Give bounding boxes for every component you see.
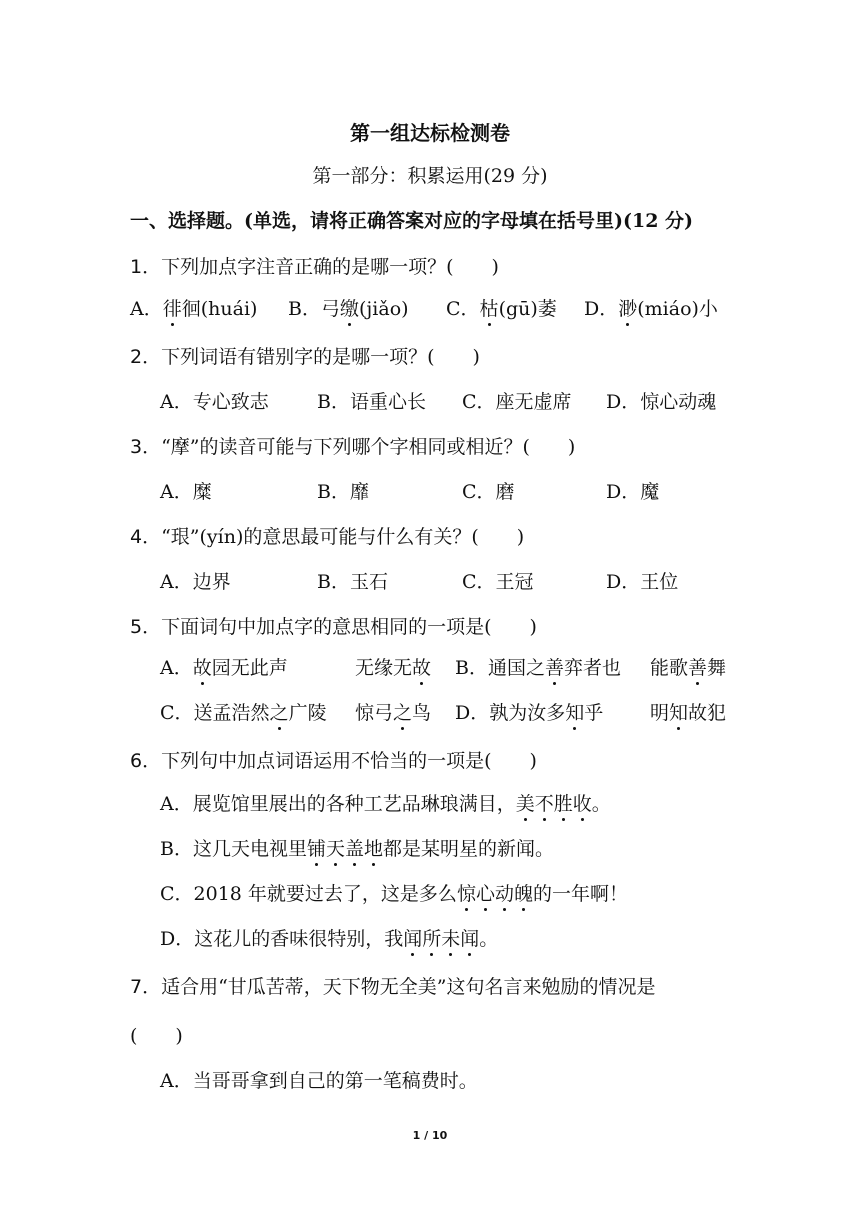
q5-option-c-second: 惊弓之鸟: [355, 698, 431, 725]
q4-option-b: B．玉石: [317, 571, 388, 593]
q5-option-d-second: 明知故犯: [650, 698, 726, 725]
q2-option-b: B．语重心长: [317, 391, 426, 413]
q5-option-a-second: 无缘无故: [355, 653, 431, 680]
q5-option-b-first: B．通国之善弈者也: [455, 653, 621, 680]
q5-option-d-first: D．孰为汝多知乎: [455, 698, 603, 725]
q4-option-c: C．王冠: [462, 571, 534, 593]
section-heading: 一、选择题。(单选，请将正确答案对应的字母填在括号里)(12 分): [130, 210, 694, 232]
q4-option-d: D．王位: [606, 571, 679, 593]
q1-option-b: B．弓缴(jiǎo): [288, 294, 409, 321]
q1-option-d: D．渺(miáo)小: [584, 294, 718, 321]
question-2: 2．下列词语有错别字的是哪一项？( ): [130, 346, 480, 368]
q3-option-a: A．糜: [160, 481, 212, 503]
q2-option-c: C．座无虚席: [462, 391, 572, 413]
question-4: 4．“珢”(yín)的意思最可能与什么有关？( ): [130, 526, 525, 548]
q1-option-a: A．徘徊(huái): [130, 294, 257, 321]
question-7: 7．适合用“甘瓜苦蒂，天下物无全美”这句名言来勉励的情况是: [130, 976, 656, 998]
q6-option-b: B．这几天电视里铺天盖地都是某明星的新闻。: [160, 834, 554, 861]
page-number: 1 / 10: [412, 1129, 448, 1142]
question-6: 6．下列句中加点词语运用不恰当的一项是( ): [130, 750, 537, 772]
question-text: 下列加点字注音正确的是哪一项？( ): [161, 256, 499, 278]
q2-option-a: A．专心致志: [160, 391, 269, 413]
q3-option-d: D．魔: [606, 481, 660, 503]
q7-option-a: A．当哥哥拿到自己的第一笔稿费时。: [160, 1070, 478, 1092]
q1-option-c: C．枯(gū)萎: [446, 294, 557, 321]
q2-option-d: D．惊心动魂: [606, 391, 717, 413]
q5-option-c-first: C．送孟浩然之广陵: [160, 698, 327, 725]
question-3: 3．“摩”的读音可能与下列哪个字相同或相近？( ): [130, 436, 576, 458]
q5-option-b-second: 能歌善舞: [650, 653, 726, 680]
part-subtitle: 第一部分：积累运用(29 分): [312, 165, 548, 187]
question-number: 1．: [130, 256, 162, 278]
question-1: [130, 252, 499, 279]
q5-option-a-first: A．故园无此声: [160, 653, 288, 680]
q6-option-d: D．这花儿的香味很特别，我闻所未闻。: [160, 924, 498, 951]
q6-option-a: A．展览馆里展出的各种工艺品琳琅满目，美不胜收。: [160, 789, 611, 816]
q3-option-b: B．靡: [317, 481, 369, 503]
q3-option-c: C．磨: [462, 481, 515, 503]
question-5: 5．下面词句中加点字的意思相同的一项是( ): [130, 616, 537, 638]
q4-option-a: A．边界: [160, 571, 231, 593]
page-title: 第一组达标检测卷: [350, 121, 510, 145]
q6-option-c: C．2018 年就要过去了，这是多么惊心动魄的一年啊！: [160, 879, 628, 906]
question-7-answer-paren: ( ): [130, 1025, 183, 1047]
